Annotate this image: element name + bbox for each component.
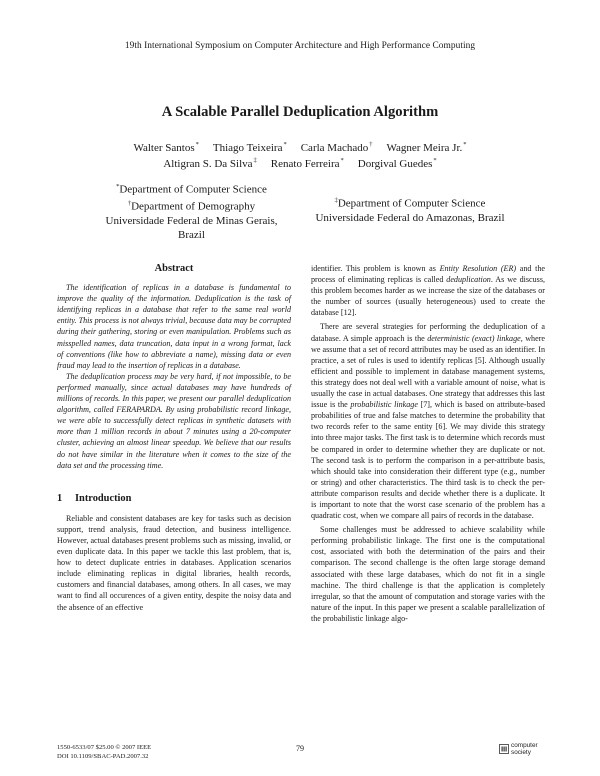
author-name-text: Renato Ferreira xyxy=(270,157,340,170)
affiliation-text: Department of Computer Science xyxy=(337,197,486,210)
text-run: , where we assume that a set of record attributes may be used as an identifier. In practice, a set of rules is used to identify replicas [5]. Although usually efficient and possible to implement in database management systems, this strategy does not deal well with a variable amount of noise, what is usually the case in actual databases. One strategy that addresses this last issue is the xyxy=(311,333,545,410)
abstract-section xyxy=(57,263,291,471)
affiliation-text: Universidade Federal de Minas Gerais, xyxy=(105,214,278,227)
text-run: Some challenges must be addressed to achieve scalability while performing probabilistic linkage. The first one is the computational cost, associated with both the determination of the pairs and their comparison. The second challenge is the often large storage demand associated with these large databases, which do not fit in a single machine. The third challenge is that the application is completely irregular, so that the amount of computation and storage varies with the nature of the input. In this paper we present a scalable parallelization of the probabilistic linkage algo- xyxy=(311,525,545,623)
text-run: There are several strategies for performing the deduplication of a database. A simple approach is the xyxy=(311,322,545,343)
affiliation-mark: ‡ xyxy=(334,197,338,204)
author-name-text: Dorgival Guedes xyxy=(357,157,433,170)
logo-line-2: society xyxy=(511,748,531,756)
author-affiliation-mark: * xyxy=(463,141,467,148)
logo-wordmark xyxy=(511,743,538,756)
emphasized-term: probabilistic linkage xyxy=(350,400,418,410)
affiliation-line xyxy=(84,214,299,228)
author-name xyxy=(358,158,437,170)
emphasized-term: deterministic (exact) linkage xyxy=(427,333,521,343)
affiliation-mark: † xyxy=(127,199,132,207)
affiliation-line xyxy=(300,194,520,211)
text-run: [7], which is based on attribute-based probabilities of true and false matches to determine the probability that two records refer to the same entity [6]. We may divide this strategy into three major tasks. The first task is to determine which records must be compared in order to determine whether they are duplicate or not. The second task is to perform the comparison in a per-attribute basis, which should take into consideration their different type (e.g., number or string) and other characteristics. The third task is to check the per-attribute comparison results and decide whether there is a duplicate. It is important to note that the worst case scenario of the problem has a quadratic cost, when we compare all pairs of records in the database. xyxy=(311,400,545,521)
section-number: 1 xyxy=(57,492,63,504)
affiliation-text: Department of Demography xyxy=(131,200,256,213)
introduction-heading xyxy=(57,493,291,504)
author-affiliation-mark: * xyxy=(340,157,344,164)
affiliation-text: Department of Computer Science xyxy=(119,183,267,196)
author-name xyxy=(271,158,344,170)
affiliation-line xyxy=(300,211,520,225)
footer-issn: 1550-6533/07 $25.00 © 2007 IEEE xyxy=(57,744,152,751)
logo-line-1: computer xyxy=(511,742,538,749)
text-run: . As we discuss, this problem becomes harder as we increase the size of the databases or the number of sources (usually heterogeneous) used to create the database [12]. xyxy=(311,275,545,318)
author-name-text: Walter Santos xyxy=(133,141,195,154)
affiliation-text: Brazil xyxy=(178,228,205,241)
author-affiliation-mark: † xyxy=(369,141,373,148)
author-affiliation-mark: ‡ xyxy=(253,157,257,164)
text-run: and the process of eliminating replicas is called xyxy=(311,264,545,285)
text-run: identifier. This problem is known as xyxy=(311,264,440,273)
right-column xyxy=(311,263,545,627)
affiliation-left xyxy=(84,180,299,242)
introduction-paragraph-1: Reliable and consistent databases are key for tasks such as decision support, trend analysis, fraud detection, and business intelligence. However, actual databases present problems such as missing, invalid, or even duplicate data. In this paper we tackle this last problem, that is, how to detect duplicate entries in databases. Application scenarios include eliminating replicas in digital libraries, health records, customers and financial databases, among others. In all cases, we may want to find all occurences of a given entity, despite the noisy data and the absence of an effective xyxy=(57,513,291,612)
conference-header: 19th International Symposium on Computer Architecture and High Performance Computing xyxy=(124,41,476,51)
author-name-text: Carla Machado xyxy=(300,141,369,154)
abstract-paragraph-2: The deduplication process may be very hard, if not impossible, to be performed manually, since actual databases may have hundreds of millions of records. In this paper, we present our parallel deduplication algorithm, called FERAPARDA. By using probabilistic record linkage, we were able to successfully detect replicas in synthetic datasets with more than 1 million records in about 7 minutes using a 20-computer cluster, achieving an almost linear speedup. We believe that our results do not have similar in the literature when it comes to the size of the data set and the processing time. xyxy=(57,371,291,470)
affiliation-right xyxy=(300,194,520,225)
author-name xyxy=(301,142,373,154)
affiliation-mark: * xyxy=(116,183,120,190)
author-list-row-2 xyxy=(0,157,600,170)
affiliation-line xyxy=(84,228,299,242)
footer-doi: DOI 10.1109/SBAC-PAD.2007.32 xyxy=(57,753,149,760)
abstract-paragraph-1: The identification of replicas in a database is fundamental to improve the quality of the information. Deduplication is the task of identifying replicas in a database that refer to the same real world entity. This process is not always trivial, because data may be corrupted during their gathering, storing or even manipulation. Problems such as misspelled names, data truncation, data input in a wrong format, lack of conventions (like how to abbreviate a name), missing data or even fraud may lead to the insertion of replicas in a database. xyxy=(57,283,291,370)
author-name-text: Thiago Teixeira xyxy=(212,141,283,154)
paper-title: A Scalable Parallel Deduplication Algorithm xyxy=(161,104,439,120)
author-name xyxy=(213,142,287,154)
abstract-heading: Abstract xyxy=(154,263,194,274)
emphasized-term: Entity Resolution (ER) xyxy=(439,264,517,273)
introduction-body xyxy=(57,513,291,613)
author-list-row-1 xyxy=(0,141,600,154)
right-paragraph-2 xyxy=(311,321,545,521)
right-paragraph-3 xyxy=(311,524,545,624)
author-name-text: Wagner Meira Jr. xyxy=(386,141,463,154)
left-column xyxy=(57,263,291,615)
author-name-text: Altigran S. Da Silva xyxy=(163,157,253,170)
author-affiliation-mark: * xyxy=(283,141,287,148)
author-name xyxy=(163,158,256,170)
author-name xyxy=(386,142,466,154)
author-affiliation-mark: * xyxy=(195,141,199,148)
affiliation-line xyxy=(84,197,299,214)
ieee-logo-icon xyxy=(499,744,509,754)
author-affiliation-mark: * xyxy=(433,157,437,164)
section-title: Introduction xyxy=(75,492,132,504)
ieee-computer-society-logo xyxy=(499,740,547,762)
right-paragraph-1 xyxy=(311,263,545,318)
page-number: 79 xyxy=(296,744,304,753)
affiliation-line xyxy=(84,180,299,197)
author-name xyxy=(133,142,198,154)
affiliation-text: Universidade Federal do Amazonas, Brazil xyxy=(315,211,505,224)
emphasized-term: deduplication xyxy=(446,275,491,285)
